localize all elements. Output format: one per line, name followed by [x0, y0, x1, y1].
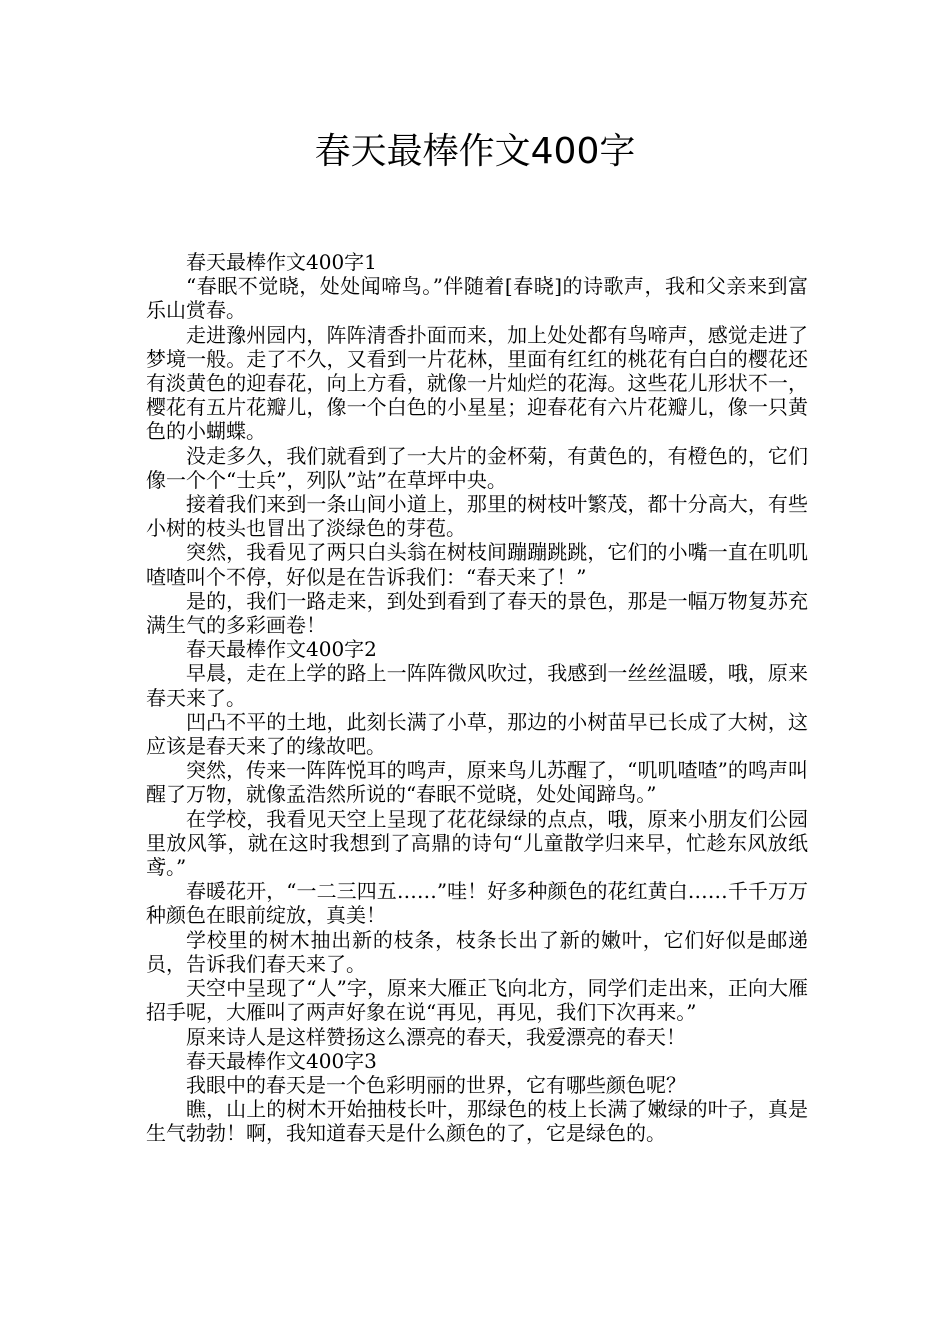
paragraph: 突然，我看见了两只白头翁在树枝间蹦蹦跳跳，它们的小嘴一直在叽叽喳喳叫个不停，好似是在告诉我们：“春天来了！”: [146, 540, 808, 589]
paragraph: 原来诗人是这样赞扬这么漂亮的春天，我爱漂亮的春天！: [186, 1024, 686, 1049]
paragraph: 早晨，走在上学的路上一阵阵微风吹过，我感到一丝丝温暖，哦，原来春天来了。: [146, 661, 808, 710]
paragraph: 没走多久，我们就看到了一大片的金杯菊，有黄色的，有橙色的，它们像一个个“士兵”，列队”站”在草坪中央。: [146, 443, 808, 492]
section-heading-3: 春天最棒作文400字3: [186, 1048, 377, 1073]
paragraph: 我眼中的春天是一个色彩明丽的世界，它有哪些颜色呢？: [186, 1072, 686, 1097]
paragraph: 春暖花开，“一二三四五……”哇！好多种颜色的花红黄白……千千万万种颜色在眼前绽放，真美！: [146, 879, 808, 928]
section-heading-1: 春天最棒作文400字1: [186, 250, 377, 274]
paragraph: 在学校，我看见天空上呈现了花花绿绿的点点，哦，原来小朋友们公园里放风筝，就在这时我想到了高鼎的诗句“儿童散学归来早，忙趁东风放纸鸢。”: [146, 806, 808, 880]
paragraph: 突然，传来一阵阵悦耳的鸣声，原来鸟儿苏醒了，“叽叽喳喳”的鸣声叫醒了万物，就像孟浩然所说的“春眠不觉晓，处处闻蹄鸟。”: [146, 758, 808, 807]
paragraph: 学校里的树木抽出新的枝条，枝条长出了新的嫩叶，它们好似是邮递员，告诉我们春天来了。: [146, 927, 808, 976]
paragraph: 瞧，山上的树木开始抽枝长叶，那绿色的枝上长满了嫩绿的叶子，真是生气勃勃！啊，我知道春天是什么颜色的了，它是绿色的。: [146, 1097, 808, 1146]
section-heading-2: 春天最棒作文400字2: [186, 637, 377, 662]
document-title: 春天最棒作文400字: [314, 131, 636, 172]
paragraph: “春眠不觉晓，处处闻啼鸟。”伴随着[春晓]的诗歌声，我和父亲来到富乐山赏春。: [146, 274, 808, 323]
paragraph: 走进豫州园内，阵阵清香扑面而来，加上处处都有鸟啼声，感觉走进了梦境一般。走了不久，又看到一片花林，里面有红红的桃花有白白的樱花还有淡黄色的迎春花，向上方看，就像一片灿烂的花海。这些花儿形状不一，樱花有五片花瓣儿，像一个白色的小星星；迎春花有六片花瓣儿，像一只黄色的小蝴蝶。: [146, 322, 808, 444]
document-body: [146, 250, 808, 1146]
paragraph: 接着我们来到一条山间小道上，那里的树枝叶繁茂，都十分高大，有些小树的枝头也冒出了淡绿色的芽苞。: [146, 492, 808, 541]
paragraph: 天空中呈现了“人”字，原来大雁正飞向北方，同学们走出来，正向大雁招手呢，大雁叫了两声好象在说“再见，再见，我们下次再来。”: [146, 976, 808, 1025]
paragraph: 凹凸不平的土地，此刻长满了小草，那边的小树苗早已长成了大树，这应该是春天来了的缘故吧。: [146, 709, 808, 759]
paragraph: 是的，我们一路走来，到处到看到了春天的景色，那是一幅万物复苏充满生气的多彩画卷！: [146, 588, 808, 638]
